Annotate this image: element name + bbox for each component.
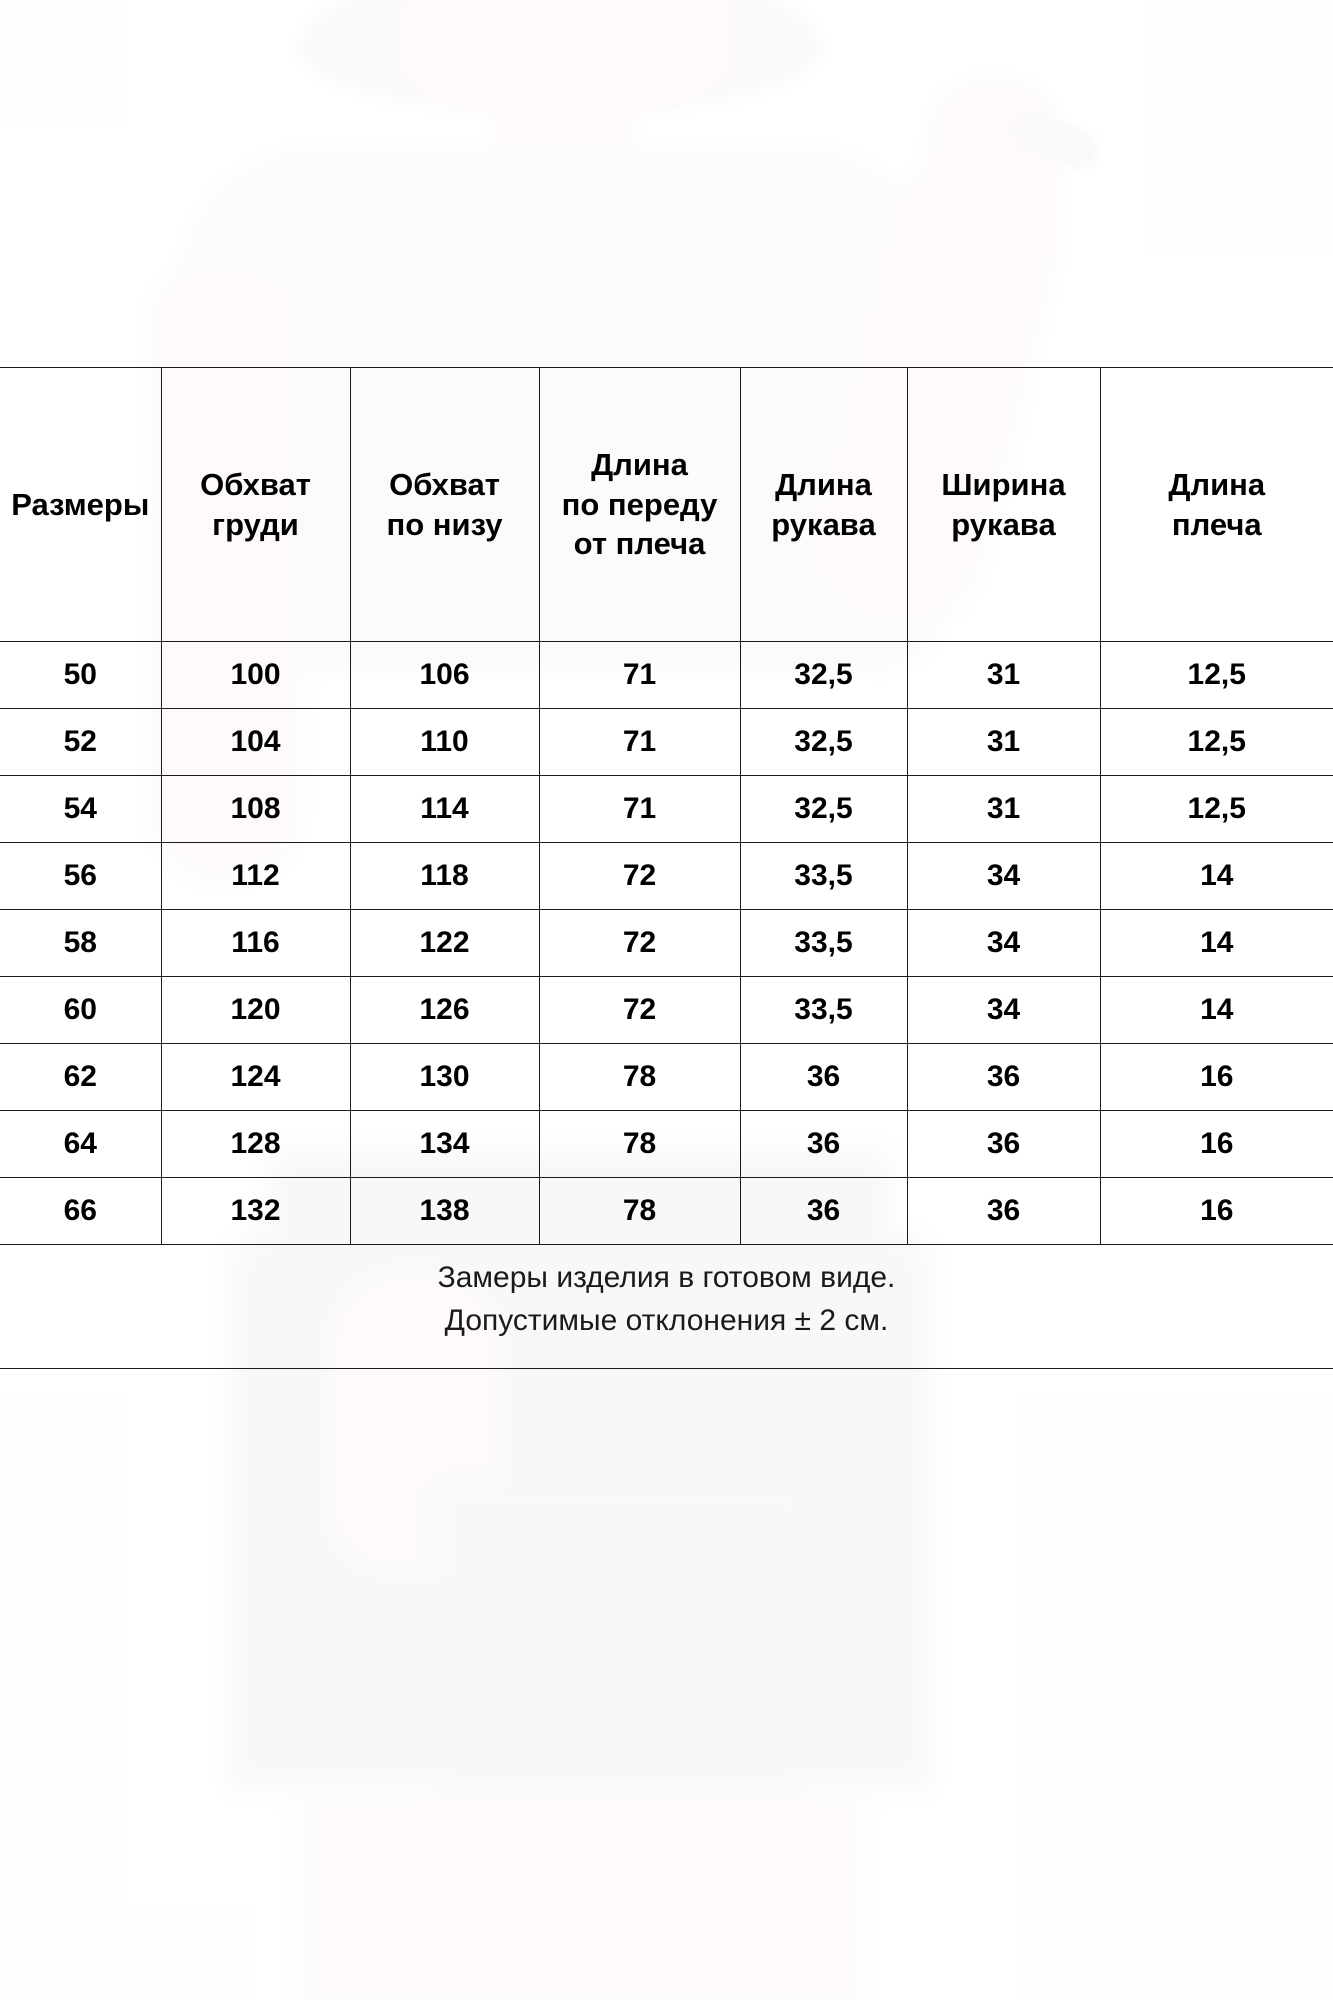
size-table xyxy=(0,367,1333,1245)
cell-size: 52 xyxy=(0,709,161,776)
cell-bottom: 134 xyxy=(350,1111,539,1178)
cell-shoulder: 16 xyxy=(1100,1178,1333,1245)
cell-size: 58 xyxy=(0,910,161,977)
cell-shoulder: 14 xyxy=(1100,977,1333,1044)
header-chest-line2: груди xyxy=(212,506,299,542)
cell-bottom: 118 xyxy=(350,843,539,910)
cell-bottom: 130 xyxy=(350,1044,539,1111)
cell-sleeve-width: 34 xyxy=(907,977,1100,1044)
cell-shoulder: 14 xyxy=(1100,910,1333,977)
header-shoulder-length xyxy=(1100,368,1333,642)
cell-chest: 108 xyxy=(161,776,350,843)
header-shoulder-line2: плеча xyxy=(1171,506,1262,542)
cell-front-length: 78 xyxy=(539,1044,740,1111)
cell-chest: 112 xyxy=(161,843,350,910)
cell-front-length: 71 xyxy=(539,709,740,776)
cell-chest: 128 xyxy=(161,1111,350,1178)
cell-bottom: 138 xyxy=(350,1178,539,1245)
cell-sleeve-width: 31 xyxy=(907,642,1100,709)
header-front-line3: от плеча xyxy=(573,526,706,562)
header-front-line1: Длина xyxy=(591,446,688,482)
cell-chest: 120 xyxy=(161,977,350,1044)
cell-chest: 132 xyxy=(161,1178,350,1245)
note-line-1: Замеры изделия в готовом виде. xyxy=(437,1261,896,1294)
header-sleeve-length-line1: Длина xyxy=(775,466,872,502)
header-front-line2: по переду xyxy=(561,486,718,522)
cell-bottom: 114 xyxy=(350,776,539,843)
header-bottom-line2: по низу xyxy=(386,506,503,542)
header-sleeve-length-line2: рукава xyxy=(771,506,876,542)
cell-front-length: 71 xyxy=(539,642,740,709)
table-row xyxy=(0,843,1333,910)
header-front-length xyxy=(539,368,740,642)
cell-sleeve-width: 31 xyxy=(907,776,1100,843)
header-sleeve-width-line2: рукава xyxy=(951,506,1056,542)
cell-sleeve-length: 33,5 xyxy=(740,843,907,910)
header-bottom-line1: Обхват xyxy=(389,466,500,502)
cell-bottom: 122 xyxy=(350,910,539,977)
cell-sleeve-width: 31 xyxy=(907,709,1100,776)
cell-sleeve-width: 36 xyxy=(907,1178,1100,1245)
cell-sleeve-length: 36 xyxy=(740,1111,907,1178)
cell-front-length: 78 xyxy=(539,1178,740,1245)
header-sleeve-width xyxy=(907,368,1100,642)
cell-sleeve-length: 32,5 xyxy=(740,709,907,776)
cell-chest: 124 xyxy=(161,1044,350,1111)
cell-size: 56 xyxy=(0,843,161,910)
cell-shoulder: 12,5 xyxy=(1100,642,1333,709)
size-table-header xyxy=(0,368,1333,642)
cell-front-length: 72 xyxy=(539,977,740,1044)
cell-front-length: 72 xyxy=(539,910,740,977)
cell-front-length: 78 xyxy=(539,1111,740,1178)
table-row xyxy=(0,776,1333,843)
cell-sleeve-length: 32,5 xyxy=(740,642,907,709)
cell-shoulder: 16 xyxy=(1100,1111,1333,1178)
cell-size: 50 xyxy=(0,642,161,709)
cell-size: 64 xyxy=(0,1111,161,1178)
cell-chest: 100 xyxy=(161,642,350,709)
header-bottom-girth xyxy=(350,368,539,642)
size-table-container xyxy=(0,367,1333,1245)
note-line-2: Допустимые отклонения ± 2 см. xyxy=(444,1303,889,1337)
cell-sleeve-width: 34 xyxy=(907,843,1100,910)
cell-bottom: 110 xyxy=(350,709,539,776)
cell-sleeve-length: 36 xyxy=(740,1178,907,1245)
cell-size: 62 xyxy=(0,1044,161,1111)
cell-sleeve-width: 36 xyxy=(907,1044,1100,1111)
header-sleeve-width-line1: Ширина xyxy=(941,466,1066,502)
cell-size: 54 xyxy=(0,776,161,843)
table-row xyxy=(0,977,1333,1044)
cell-shoulder: 12,5 xyxy=(1100,776,1333,843)
cell-front-length: 71 xyxy=(539,776,740,843)
table-row xyxy=(0,1044,1333,1111)
cell-sleeve-width: 34 xyxy=(907,910,1100,977)
cell-sleeve-length: 32,5 xyxy=(740,776,907,843)
cell-size: 60 xyxy=(0,977,161,1044)
header-shoulder-line1: Длина xyxy=(1168,466,1266,502)
cell-sleeve-length: 33,5 xyxy=(740,910,907,977)
cell-size: 66 xyxy=(0,1178,161,1245)
table-row xyxy=(0,642,1333,709)
cell-chest: 104 xyxy=(161,709,350,776)
cell-shoulder: 16 xyxy=(1100,1044,1333,1111)
cell-sleeve-width: 36 xyxy=(907,1111,1100,1178)
table-row xyxy=(0,910,1333,977)
table-row xyxy=(0,709,1333,776)
measurement-notes xyxy=(0,1237,1333,1369)
header-sizes-line1: Размеры xyxy=(11,486,150,522)
cell-bottom: 106 xyxy=(350,642,539,709)
cell-front-length: 72 xyxy=(539,843,740,910)
size-table-body xyxy=(0,642,1333,1245)
cell-bottom: 126 xyxy=(350,977,539,1044)
cell-shoulder: 12,5 xyxy=(1100,709,1333,776)
cell-shoulder: 14 xyxy=(1100,843,1333,910)
table-row xyxy=(0,1178,1333,1245)
header-sizes xyxy=(0,368,161,642)
header-row xyxy=(0,368,1333,642)
cell-sleeve-length: 36 xyxy=(740,1044,907,1111)
cell-chest: 116 xyxy=(161,910,350,977)
header-chest-line1: Обхват xyxy=(200,466,311,502)
header-sleeve-length xyxy=(740,368,907,642)
table-row xyxy=(0,1111,1333,1178)
cell-sleeve-length: 33,5 xyxy=(740,977,907,1044)
header-chest-girth xyxy=(161,368,350,642)
